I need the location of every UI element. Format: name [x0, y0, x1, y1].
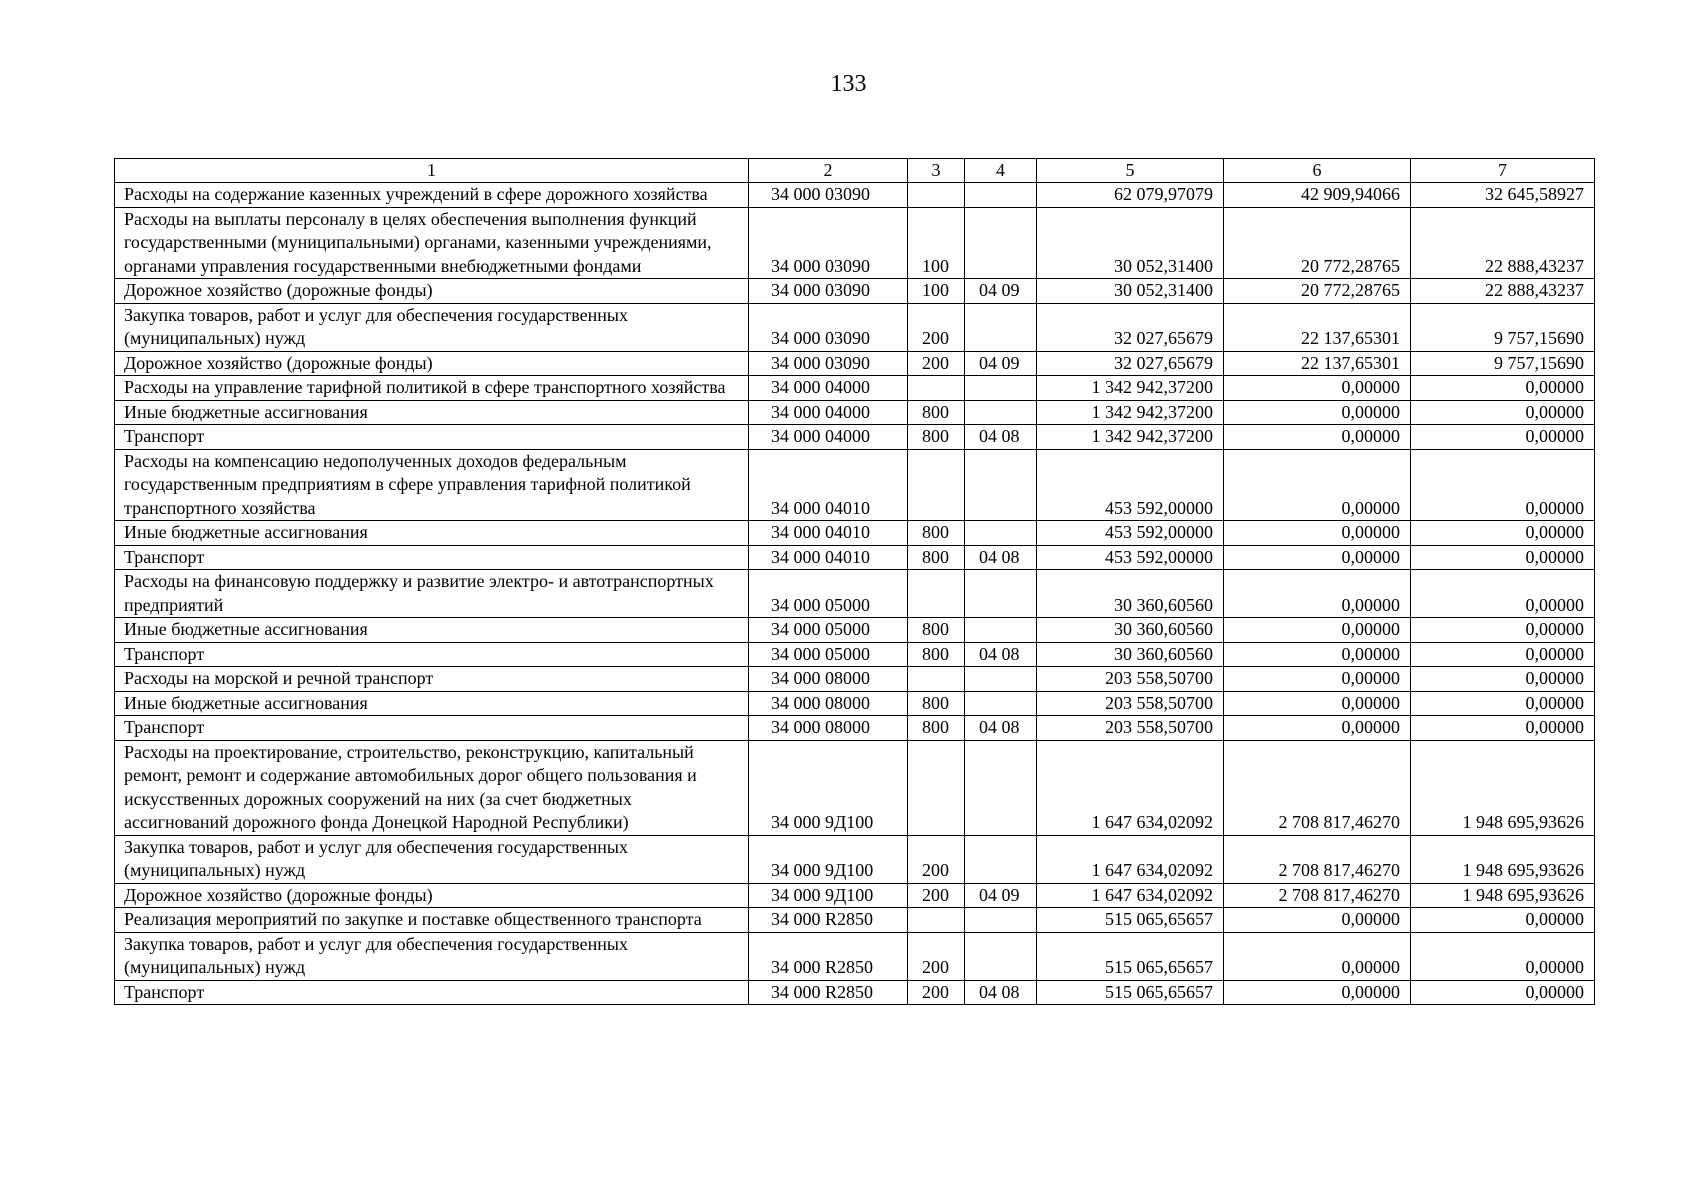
amount-col6-cell: 0,00000 [1224, 691, 1411, 716]
row-name-cell: Транспорт [115, 642, 749, 667]
target-article-cell: 34 000 05000 [749, 570, 908, 618]
table-row [115, 545, 1595, 570]
amount-col5-cell: 1 342 942,37200 [1037, 400, 1224, 425]
expense-type-cell: 200 [908, 883, 965, 908]
amount-col7-cell: 22 888,43237 [1411, 207, 1595, 279]
target-article-cell: 34 000 R2850 [749, 908, 908, 933]
table-row [115, 303, 1595, 351]
column-header: 1 [115, 159, 749, 183]
amount-col7-cell: 0,00000 [1411, 521, 1595, 546]
row-name-cell: Дорожное хозяйство (дорожные фонды) [115, 351, 749, 376]
target-article-cell: 34 000 08000 [749, 691, 908, 716]
amount-col6-cell: 20 772,28765 [1224, 279, 1411, 304]
row-name-cell: Транспорт [115, 425, 749, 450]
row-name-cell: Закупка товаров, работ и услуг для обеспечения государственных (муниципальных) нужд [115, 932, 749, 980]
amount-col6-cell: 0,00000 [1224, 908, 1411, 933]
amount-col5-cell: 203 558,50700 [1037, 716, 1224, 741]
section-cell [965, 207, 1037, 279]
column-header: 7 [1411, 159, 1595, 183]
amount-col7-cell: 0,00000 [1411, 425, 1595, 450]
section-cell: 04 08 [965, 425, 1037, 450]
table-row [115, 908, 1595, 933]
amount-col6-cell: 42 909,94066 [1224, 183, 1411, 208]
section-cell [965, 183, 1037, 208]
table-row [115, 980, 1595, 1005]
table-header-row [115, 159, 1595, 183]
section-cell: 04 08 [965, 545, 1037, 570]
amount-col5-cell: 1 647 634,02092 [1037, 883, 1224, 908]
amount-col7-cell: 0,00000 [1411, 400, 1595, 425]
section-cell [965, 400, 1037, 425]
amount-col7-cell: 0,00000 [1411, 691, 1595, 716]
target-article-cell: 34 000 03090 [749, 279, 908, 304]
row-name-cell: Иные бюджетные ассигнования [115, 400, 749, 425]
table-row [115, 932, 1595, 980]
amount-col6-cell: 0,00000 [1224, 376, 1411, 401]
expense-type-cell [908, 449, 965, 521]
row-name-cell: Закупка товаров, работ и услуг для обеспечения государственных (муниципальных) нужд [115, 835, 749, 883]
section-cell [965, 521, 1037, 546]
amount-col6-cell: 0,00000 [1224, 449, 1411, 521]
section-cell [965, 570, 1037, 618]
section-cell [965, 932, 1037, 980]
table-row [115, 521, 1595, 546]
expense-type-cell [908, 667, 965, 692]
amount-col6-cell: 0,00000 [1224, 400, 1411, 425]
section-cell [965, 303, 1037, 351]
section-cell: 04 08 [965, 716, 1037, 741]
section-cell [965, 908, 1037, 933]
expense-type-cell: 100 [908, 279, 965, 304]
row-name-cell: Дорожное хозяйство (дорожные фонды) [115, 883, 749, 908]
table-row [115, 618, 1595, 643]
amount-col5-cell: 1 342 942,37200 [1037, 425, 1224, 450]
amount-col5-cell: 515 065,65657 [1037, 980, 1224, 1005]
row-name-cell: Иные бюджетные ассигнования [115, 521, 749, 546]
row-name-cell: Транспорт [115, 980, 749, 1005]
amount-col5-cell: 453 592,00000 [1037, 449, 1224, 521]
row-name-cell: Закупка товаров, работ и услуг для обеспечения государственных (муниципальных) нужд [115, 303, 749, 351]
table-row [115, 835, 1595, 883]
amount-col6-cell: 0,00000 [1224, 932, 1411, 980]
amount-col7-cell: 9 757,15690 [1411, 303, 1595, 351]
section-cell [965, 376, 1037, 401]
row-name-cell: Расходы на содержание казенных учреждений в сфере дорожного хозяйства [115, 183, 749, 208]
column-header: 4 [965, 159, 1037, 183]
expense-type-cell: 200 [908, 980, 965, 1005]
amount-col5-cell: 30 052,31400 [1037, 207, 1224, 279]
amount-col5-cell: 1 647 634,02092 [1037, 835, 1224, 883]
target-article-cell: 34 000 04010 [749, 545, 908, 570]
amount-col7-cell: 0,00000 [1411, 716, 1595, 741]
expense-type-cell: 800 [908, 521, 965, 546]
amount-col7-cell: 0,00000 [1411, 642, 1595, 667]
expense-type-cell: 800 [908, 618, 965, 643]
amount-col7-cell: 0,00000 [1411, 449, 1595, 521]
row-name-cell: Иные бюджетные ассигнования [115, 618, 749, 643]
amount-col5-cell: 30 360,60560 [1037, 570, 1224, 618]
amount-col7-cell: 0,00000 [1411, 570, 1595, 618]
section-cell: 04 08 [965, 642, 1037, 667]
amount-col5-cell: 1 647 634,02092 [1037, 740, 1224, 835]
amount-col7-cell: 1 948 695,93626 [1411, 883, 1595, 908]
expense-type-cell: 200 [908, 351, 965, 376]
amount-col5-cell: 62 079,97079 [1037, 183, 1224, 208]
expense-type-cell: 800 [908, 642, 965, 667]
target-article-cell: 34 000 03090 [749, 351, 908, 376]
row-name-cell: Транспорт [115, 545, 749, 570]
table-row [115, 449, 1595, 521]
amount-col5-cell: 453 592,00000 [1037, 545, 1224, 570]
section-cell [965, 449, 1037, 521]
column-header: 3 [908, 159, 965, 183]
section-cell: 04 09 [965, 279, 1037, 304]
target-article-cell: 34 000 9Д100 [749, 883, 908, 908]
row-name-cell: Расходы на выплаты персоналу в целях обеспечения выполнения функций государственными (муниципальными) органами, казенными учреждениями, органами управления государственными внебюджетными фондами [115, 207, 749, 279]
amount-col6-cell: 0,00000 [1224, 618, 1411, 643]
amount-col7-cell: 1 948 695,93626 [1411, 740, 1595, 835]
target-article-cell: 34 000 R2850 [749, 932, 908, 980]
amount-col6-cell: 22 137,65301 [1224, 303, 1411, 351]
table-row [115, 207, 1595, 279]
amount-col6-cell: 0,00000 [1224, 521, 1411, 546]
amount-col5-cell: 30 360,60560 [1037, 642, 1224, 667]
section-cell [965, 667, 1037, 692]
budget-table [114, 158, 1595, 1005]
section-cell: 04 09 [965, 351, 1037, 376]
expense-type-cell: 800 [908, 716, 965, 741]
table-row [115, 691, 1595, 716]
section-cell: 04 09 [965, 883, 1037, 908]
expense-type-cell [908, 740, 965, 835]
amount-col6-cell: 2 708 817,46270 [1224, 740, 1411, 835]
table-row [115, 400, 1595, 425]
table-row [115, 642, 1595, 667]
expense-type-cell [908, 183, 965, 208]
target-article-cell: 34 000 03090 [749, 303, 908, 351]
target-article-cell: 34 000 04010 [749, 449, 908, 521]
target-article-cell: 34 000 08000 [749, 667, 908, 692]
target-article-cell: 34 000 05000 [749, 618, 908, 643]
target-article-cell: 34 000 08000 [749, 716, 908, 741]
amount-col7-cell: 32 645,58927 [1411, 183, 1595, 208]
expense-type-cell: 800 [908, 400, 965, 425]
table-row [115, 279, 1595, 304]
table-row [115, 667, 1595, 692]
target-article-cell: 34 000 05000 [749, 642, 908, 667]
row-name-cell: Дорожное хозяйство (дорожные фонды) [115, 279, 749, 304]
row-name-cell: Расходы на финансовую поддержку и развитие электро- и автотранспортных предприятий [115, 570, 749, 618]
amount-col6-cell: 22 137,65301 [1224, 351, 1411, 376]
target-article-cell: 34 000 03090 [749, 207, 908, 279]
amount-col6-cell: 20 772,28765 [1224, 207, 1411, 279]
section-cell [965, 691, 1037, 716]
target-article-cell: 34 000 04000 [749, 400, 908, 425]
section-cell [965, 740, 1037, 835]
table-row [115, 883, 1595, 908]
amount-col7-cell: 0,00000 [1411, 667, 1595, 692]
row-name-cell: Расходы на управление тарифной политикой в сфере транспортного хозяйства [115, 376, 749, 401]
expense-type-cell: 800 [908, 425, 965, 450]
amount-col7-cell: 9 757,15690 [1411, 351, 1595, 376]
table-row [115, 425, 1595, 450]
amount-col7-cell: 22 888,43237 [1411, 279, 1595, 304]
expense-type-cell [908, 376, 965, 401]
row-name-cell: Реализация мероприятий по закупке и поставке общественного транспорта [115, 908, 749, 933]
amount-col6-cell: 0,00000 [1224, 642, 1411, 667]
amount-col6-cell: 0,00000 [1224, 716, 1411, 741]
expense-type-cell: 200 [908, 932, 965, 980]
target-article-cell: 34 000 04000 [749, 376, 908, 401]
amount-col6-cell: 0,00000 [1224, 425, 1411, 450]
amount-col5-cell: 30 052,31400 [1037, 279, 1224, 304]
table-row [115, 376, 1595, 401]
expense-type-cell [908, 570, 965, 618]
expense-type-cell [908, 908, 965, 933]
amount-col7-cell: 0,00000 [1411, 618, 1595, 643]
amount-col6-cell: 2 708 817,46270 [1224, 835, 1411, 883]
page-number: 133 [830, 71, 867, 97]
amount-col5-cell: 1 342 942,37200 [1037, 376, 1224, 401]
amount-col5-cell: 515 065,65657 [1037, 908, 1224, 933]
row-name-cell: Расходы на проектирование, строительство, реконструкцию, капитальный ремонт, ремонт и содержание автомобильных дорог общего пользования и искусственных дорожных сооружений на них (за счет бюджетных ассигнований дорожного фонда Донецкой Народной Республики) [115, 740, 749, 835]
amount-col7-cell: 0,00000 [1411, 908, 1595, 933]
expense-type-cell: 800 [908, 691, 965, 716]
row-name-cell: Иные бюджетные ассигнования [115, 691, 749, 716]
target-article-cell: 34 000 9Д100 [749, 740, 908, 835]
table-row [115, 740, 1595, 835]
target-article-cell: 34 000 04000 [749, 425, 908, 450]
expense-type-cell: 200 [908, 835, 965, 883]
amount-col6-cell: 2 708 817,46270 [1224, 883, 1411, 908]
amount-col7-cell: 1 948 695,93626 [1411, 835, 1595, 883]
amount-col6-cell: 0,00000 [1224, 980, 1411, 1005]
section-cell [965, 618, 1037, 643]
section-cell [965, 835, 1037, 883]
target-article-cell: 34 000 03090 [749, 183, 908, 208]
amount-col5-cell: 32 027,65679 [1037, 351, 1224, 376]
table-row [115, 183, 1595, 208]
amount-col5-cell: 515 065,65657 [1037, 932, 1224, 980]
section-cell: 04 08 [965, 980, 1037, 1005]
amount-col7-cell: 0,00000 [1411, 932, 1595, 980]
table-row [115, 351, 1595, 376]
target-article-cell: 34 000 04010 [749, 521, 908, 546]
row-name-cell: Расходы на морской и речной транспорт [115, 667, 749, 692]
row-name-cell: Расходы на компенсацию недополученных доходов федеральным государственным предприятиям в сфере управления тарифной политикой транспортного хозяйства [115, 449, 749, 521]
amount-col5-cell: 30 360,60560 [1037, 618, 1224, 643]
column-header: 5 [1037, 159, 1224, 183]
column-header: 2 [749, 159, 908, 183]
amount-col7-cell: 0,00000 [1411, 980, 1595, 1005]
amount-col5-cell: 32 027,65679 [1037, 303, 1224, 351]
expense-type-cell: 200 [908, 303, 965, 351]
expense-type-cell: 100 [908, 207, 965, 279]
table-row [115, 570, 1595, 618]
expense-type-cell: 800 [908, 545, 965, 570]
amount-col7-cell: 0,00000 [1411, 545, 1595, 570]
target-article-cell: 34 000 R2850 [749, 980, 908, 1005]
row-name-cell: Транспорт [115, 716, 749, 741]
amount-col5-cell: 203 558,50700 [1037, 667, 1224, 692]
table-row [115, 716, 1595, 741]
amount-col5-cell: 453 592,00000 [1037, 521, 1224, 546]
target-article-cell: 34 000 9Д100 [749, 835, 908, 883]
amount-col6-cell: 0,00000 [1224, 570, 1411, 618]
amount-col7-cell: 0,00000 [1411, 376, 1595, 401]
amount-col6-cell: 0,00000 [1224, 545, 1411, 570]
column-header: 6 [1224, 159, 1411, 183]
amount-col6-cell: 0,00000 [1224, 667, 1411, 692]
amount-col5-cell: 203 558,50700 [1037, 691, 1224, 716]
